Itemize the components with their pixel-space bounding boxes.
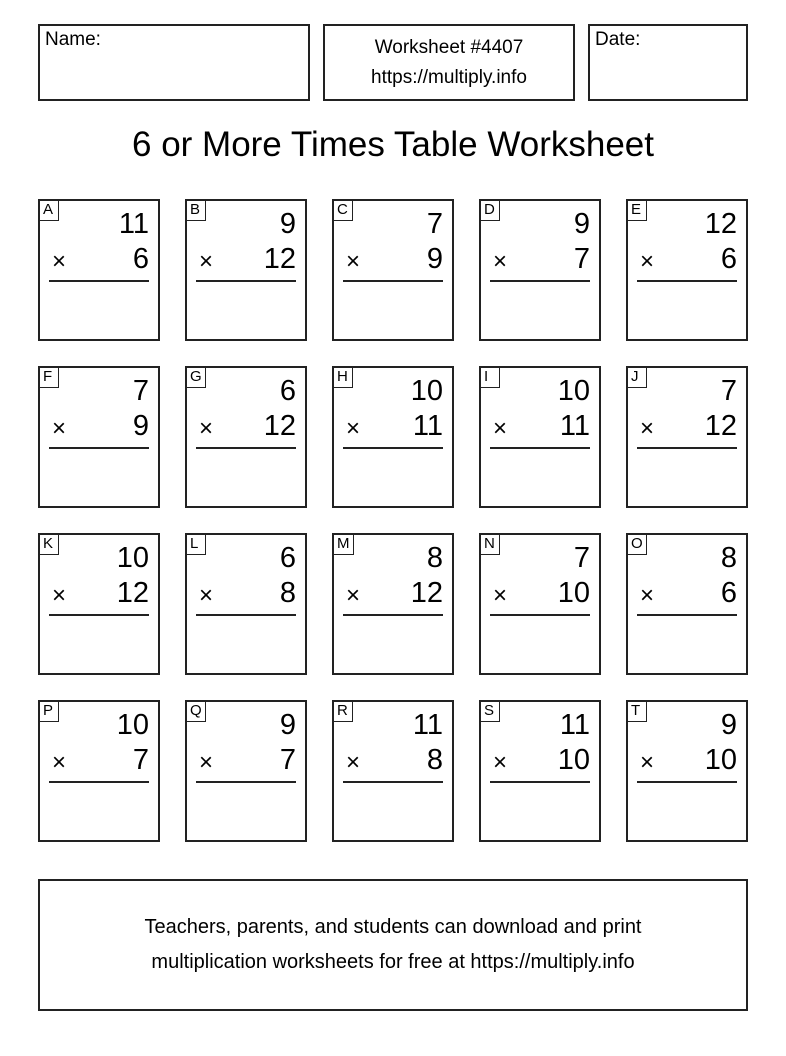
times-sign: × (640, 582, 655, 609)
problem-letter: O (627, 534, 647, 555)
times-sign: × (52, 415, 67, 442)
times-sign: × (346, 582, 361, 609)
multiplier: 10 (557, 577, 590, 609)
multiplicand: 10 (116, 542, 149, 574)
multiplicand: 11 (559, 709, 590, 741)
multiplicand: 7 (132, 375, 149, 407)
times-sign: × (346, 248, 361, 275)
problem-card[interactable] (332, 533, 454, 675)
multiplicand: 10 (116, 709, 149, 741)
multiplier: 10 (557, 744, 590, 776)
footer-line-2: multiplication worksheets for free at https://multiply.info (151, 951, 635, 973)
multiplier: 9 (132, 410, 149, 442)
problem-card[interactable] (626, 366, 748, 508)
problem-letter: A (39, 200, 59, 221)
problem-card[interactable] (38, 199, 160, 341)
problem-letter: Q (186, 701, 206, 722)
multiplicand: 9 (720, 709, 737, 741)
answer-line (196, 614, 296, 616)
problem-letter: G (186, 367, 206, 388)
times-sign: × (52, 582, 67, 609)
multiplier: 6 (720, 577, 737, 609)
problem-card[interactable] (626, 199, 748, 341)
multiplicand: 10 (557, 375, 590, 407)
multiplicand: 7 (720, 375, 737, 407)
answer-line (49, 447, 149, 449)
problem-card[interactable] (479, 199, 601, 341)
multiplier: 8 (426, 744, 443, 776)
multiplicand: 9 (279, 709, 296, 741)
answer-line (490, 781, 590, 783)
problem-letter: E (627, 200, 647, 221)
multiplicand: 11 (118, 208, 149, 240)
name-label: Name: (45, 29, 101, 50)
problem-letter: F (39, 367, 59, 388)
answer-line (196, 280, 296, 282)
answer-line (637, 614, 737, 616)
multiplier: 9 (426, 243, 443, 275)
problem-card[interactable] (626, 700, 748, 842)
times-sign: × (493, 415, 508, 442)
problem-card[interactable] (332, 199, 454, 341)
problem-letter: D (480, 200, 500, 221)
answer-line (637, 447, 737, 449)
problem-letter: K (39, 534, 59, 555)
problem-letter: S (480, 701, 500, 722)
multiplicand: 12 (704, 208, 737, 240)
name-field[interactable] (38, 24, 310, 101)
multiplier: 11 (412, 410, 443, 442)
times-sign: × (199, 248, 214, 275)
problem-card[interactable] (479, 700, 601, 842)
page-title: 6 or More Times Table Worksheet (132, 125, 654, 164)
problem-card[interactable] (332, 700, 454, 842)
problem-card[interactable] (38, 700, 160, 842)
times-sign: × (640, 749, 655, 776)
times-sign: × (640, 415, 655, 442)
problem-card[interactable] (332, 366, 454, 508)
multiplier: 6 (720, 243, 737, 275)
multiplicand: 6 (279, 542, 296, 574)
times-sign: × (199, 749, 214, 776)
multiplier: 7 (132, 744, 149, 776)
answer-line (490, 447, 590, 449)
multiplier: 10 (704, 744, 737, 776)
answer-line (637, 781, 737, 783)
worksheet-url: https://multiply.info (371, 67, 527, 88)
answer-line (343, 447, 443, 449)
times-sign: × (52, 248, 67, 275)
multiplicand: 8 (426, 542, 443, 574)
multiplier: 11 (559, 410, 590, 442)
times-sign: × (493, 248, 508, 275)
answer-line (196, 781, 296, 783)
answer-line (637, 280, 737, 282)
times-sign: × (199, 415, 214, 442)
answer-line (343, 614, 443, 616)
answer-line (490, 614, 590, 616)
multiplier: 12 (410, 577, 443, 609)
footer-note (38, 879, 748, 1011)
problem-letter: C (333, 200, 353, 221)
multiplicand: 6 (279, 375, 296, 407)
problem-card[interactable] (38, 533, 160, 675)
times-sign: × (640, 248, 655, 275)
times-sign: × (52, 749, 67, 776)
multiplier: 7 (279, 744, 296, 776)
problem-letter: M (333, 534, 354, 555)
problem-card[interactable] (38, 366, 160, 508)
problem-letter: J (627, 367, 647, 388)
multiplicand: 8 (720, 542, 737, 574)
multiplicand: 7 (573, 542, 590, 574)
answer-line (49, 781, 149, 783)
answer-line (343, 781, 443, 783)
problem-card[interactable] (185, 366, 307, 508)
multiplicand: 9 (573, 208, 590, 240)
problem-card[interactable] (626, 533, 748, 675)
answer-line (490, 280, 590, 282)
answer-line (49, 614, 149, 616)
worksheet-info-box (323, 24, 575, 101)
multiplicand: 7 (426, 208, 443, 240)
problem-letter: P (39, 701, 59, 722)
answer-line (343, 280, 443, 282)
problem-card[interactable] (479, 533, 601, 675)
answer-line (196, 447, 296, 449)
multiplier: 12 (263, 243, 296, 275)
problem-card[interactable] (185, 199, 307, 341)
problem-letter: R (333, 701, 353, 722)
problem-letter: H (333, 367, 353, 388)
multiplier: 12 (263, 410, 296, 442)
multiplier: 7 (573, 243, 590, 275)
times-sign: × (199, 582, 214, 609)
multiplier: 12 (116, 577, 149, 609)
date-label: Date: (595, 29, 641, 50)
times-sign: × (346, 415, 361, 442)
footer-line-1: Teachers, parents, and students can download and print (144, 916, 642, 938)
times-sign: × (346, 749, 361, 776)
problem-letter: L (186, 534, 206, 555)
multiplier: 6 (132, 243, 149, 275)
multiplicand: 10 (410, 375, 443, 407)
answer-line (49, 280, 149, 282)
multiplier: 12 (704, 410, 737, 442)
problem-card[interactable] (185, 700, 307, 842)
multiplicand: 9 (279, 208, 296, 240)
worksheet-number: Worksheet #4407 (374, 37, 524, 58)
problem-card[interactable] (185, 533, 307, 675)
problem-letter: B (186, 200, 206, 221)
problem-card[interactable] (479, 366, 601, 508)
problem-letter: I (480, 367, 500, 388)
times-sign: × (493, 582, 508, 609)
multiplicand: 11 (412, 709, 443, 741)
problem-letter: N (480, 534, 500, 555)
multiplier: 8 (279, 577, 296, 609)
problem-letter: T (627, 701, 647, 722)
times-sign: × (493, 749, 508, 776)
date-field[interactable] (588, 24, 748, 101)
